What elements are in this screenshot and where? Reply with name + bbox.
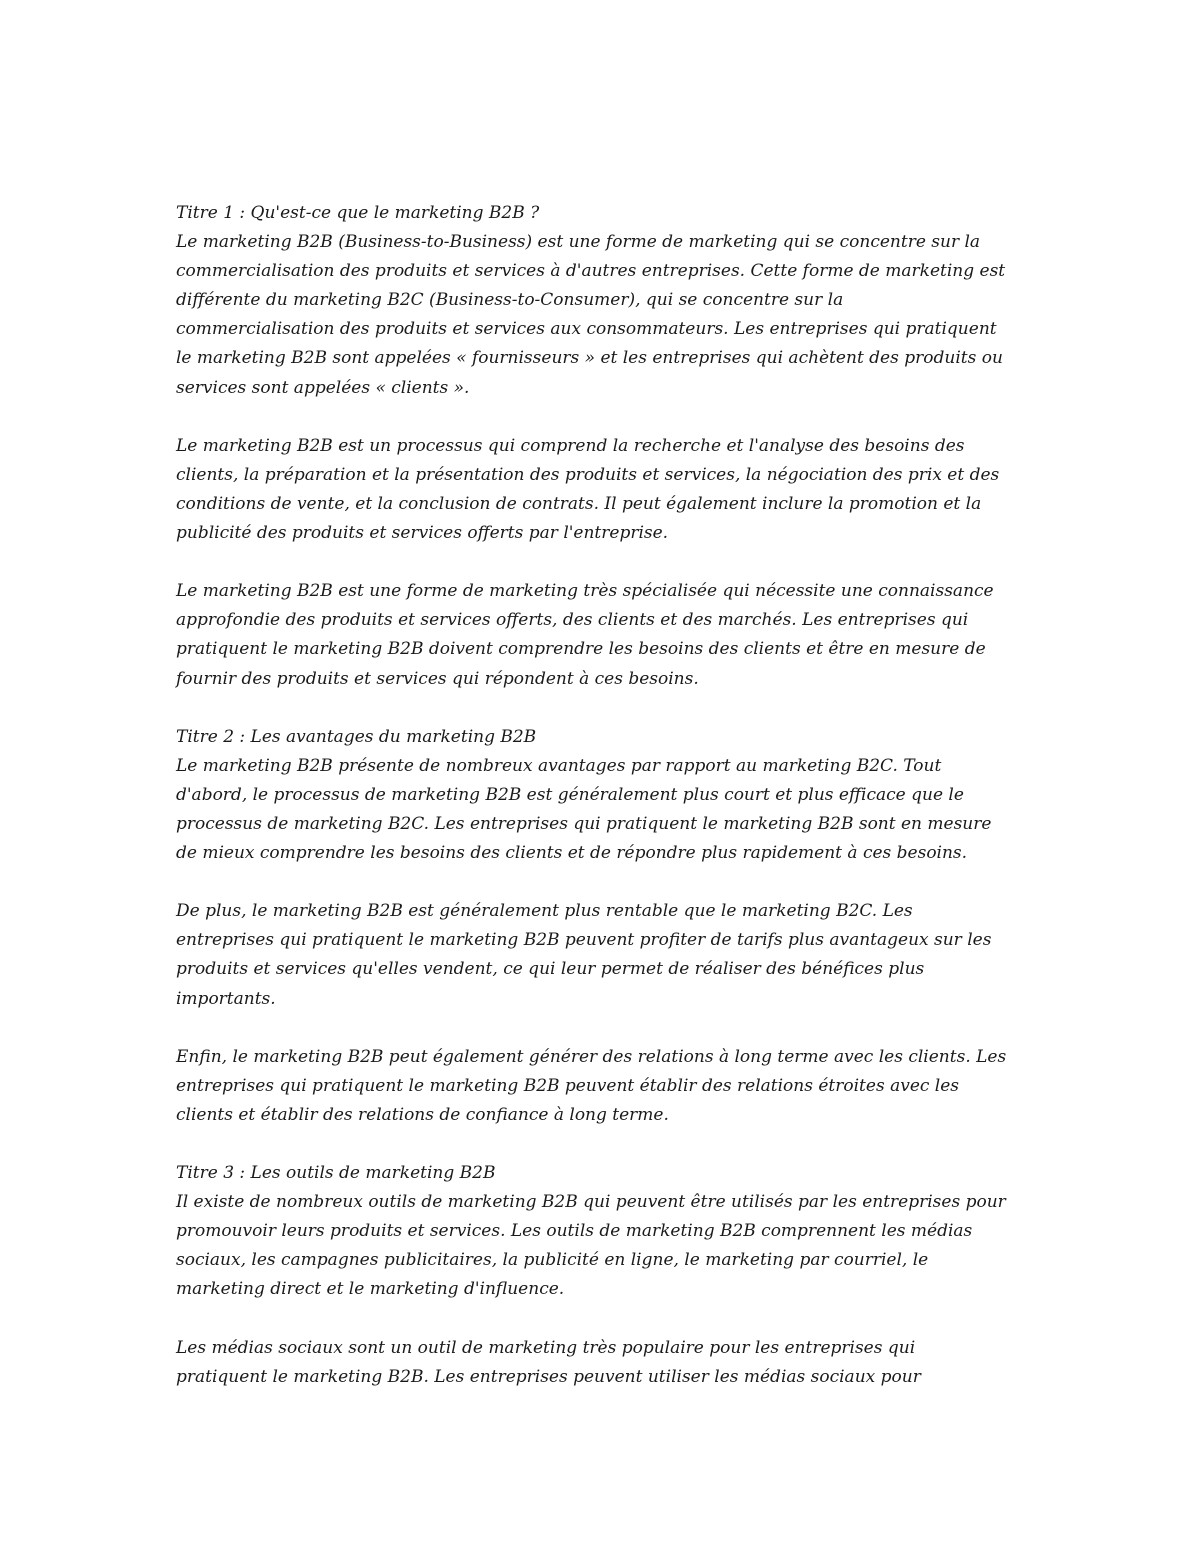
text-line: Le marketing B2B est un processus qui comprend la recherche et l'analyse des besoins des (176, 435, 965, 456)
paragraph-spacer (176, 1014, 1036, 1043)
text-line: Le marketing B2B (Business-to-Business) est une forme de marketing qui se concentre sur la (176, 232, 981, 253)
text-line: approfondie des produits et services offerts, des clients et des marchés. Les entreprises qui (176, 610, 969, 631)
text-line: Le marketing B2B présente de nombreux avantages par rapport au marketing B2C. Tout (176, 755, 942, 776)
text-line: commercialisation des produits et services aux consommateurs. Les entreprises qui pratiquent (176, 319, 997, 340)
paragraph-spacer (176, 694, 1036, 723)
text-line: marketing direct et le marketing d'influence. (176, 1279, 565, 1300)
paragraph (176, 577, 1036, 693)
paragraph-spacer (176, 403, 1036, 432)
document-body (176, 199, 1036, 1392)
paragraph-spacer (176, 1305, 1036, 1334)
text-line: processus de marketing B2C. Les entreprises qui pratiquent le marketing B2B sont en mesure (176, 813, 992, 834)
paragraph (176, 1188, 1036, 1304)
text-line: le marketing B2B sont appelées « fournisseurs » et les entreprises qui achètent des produits ou (176, 348, 1003, 369)
text-line: clients, la préparation et la présentation des produits et services, la négociation des prix et des (176, 464, 1000, 485)
paragraph-spacer (176, 1130, 1036, 1159)
text-line: De plus, le marketing B2B est généralement plus rentable que le marketing B2C. Les (176, 901, 913, 922)
text-line: publicité des produits et services offerts par l'entreprise. (176, 523, 669, 544)
text-line: Il existe de nombreux outils de marketing B2B qui peuvent être utilisés par les entreprises pour (176, 1192, 1006, 1213)
paragraph-spacer (176, 548, 1036, 577)
section-heading: Titre 3 : Les outils de marketing B2B (176, 1163, 496, 1184)
paragraph-spacer (176, 868, 1036, 897)
text-line: Les médias sociaux sont un outil de marketing très populaire pour les entreprises qui (176, 1337, 916, 1358)
text-line: de mieux comprendre les besoins des clients et de répondre plus rapidement à ces besoins. (176, 843, 968, 864)
text-line: entreprises qui pratiquent le marketing B2B peuvent profiter de tarifs plus avantageux sur les (176, 930, 992, 951)
text-line: sociaux, les campagnes publicitaires, la publicité en ligne, le marketing par courriel, le (176, 1250, 929, 1271)
section-heading: Titre 1 : Qu'est-ce que le marketing B2B ? (176, 203, 540, 223)
text-line: conditions de vente, et la conclusion de contrats. Il peut également inclure la promotion et la (176, 493, 982, 514)
text-line: d'abord, le processus de marketing B2B est généralement plus court et plus efficace que le (176, 784, 964, 805)
text-line: produits et services qu'elles vendent, ce qui leur permet de réaliser des bénéfices plus (176, 959, 925, 980)
text-line: promouvoir leurs produits et services. Les outils de marketing B2B comprennent les médias (176, 1221, 973, 1242)
text-line: importants. (176, 988, 276, 1009)
text-line: services sont appelées « clients ». (176, 377, 470, 398)
text-line: pratiquent le marketing B2B. Les entreprises peuvent utiliser les médias sociaux pour (176, 1366, 921, 1387)
paragraph (176, 1334, 1036, 1392)
section-heading: Titre 2 : Les avantages du marketing B2B (176, 726, 537, 747)
paragraph (176, 752, 1036, 868)
text-line: pratiquent le marketing B2B doivent comprendre les besoins des clients et être en mesure de (176, 639, 986, 660)
text-line: Enfin, le marketing B2B peut également générer des relations à long terme avec les clients. Les (176, 1046, 1007, 1067)
text-line: différente du marketing B2C (Business-to-Consumer), qui se concentre sur la (176, 290, 844, 311)
paragraph (176, 897, 1036, 1013)
paragraph (176, 1043, 1036, 1130)
text-line: Le marketing B2B est une forme de marketing très spécialisée qui nécessite une connaissance (176, 581, 994, 602)
paragraph (176, 228, 1036, 403)
text-line: commercialisation des produits et services à d'autres entreprises. Cette forme de marketing est (176, 261, 1006, 282)
text-line: fournir des produits et services qui répondent à ces besoins. (176, 668, 699, 689)
text-line: clients et établir des relations de confiance à long terme. (176, 1104, 669, 1125)
text-line: entreprises qui pratiquent le marketing B2B peuvent établir des relations étroites avec les (176, 1075, 960, 1096)
paragraph (176, 432, 1036, 548)
